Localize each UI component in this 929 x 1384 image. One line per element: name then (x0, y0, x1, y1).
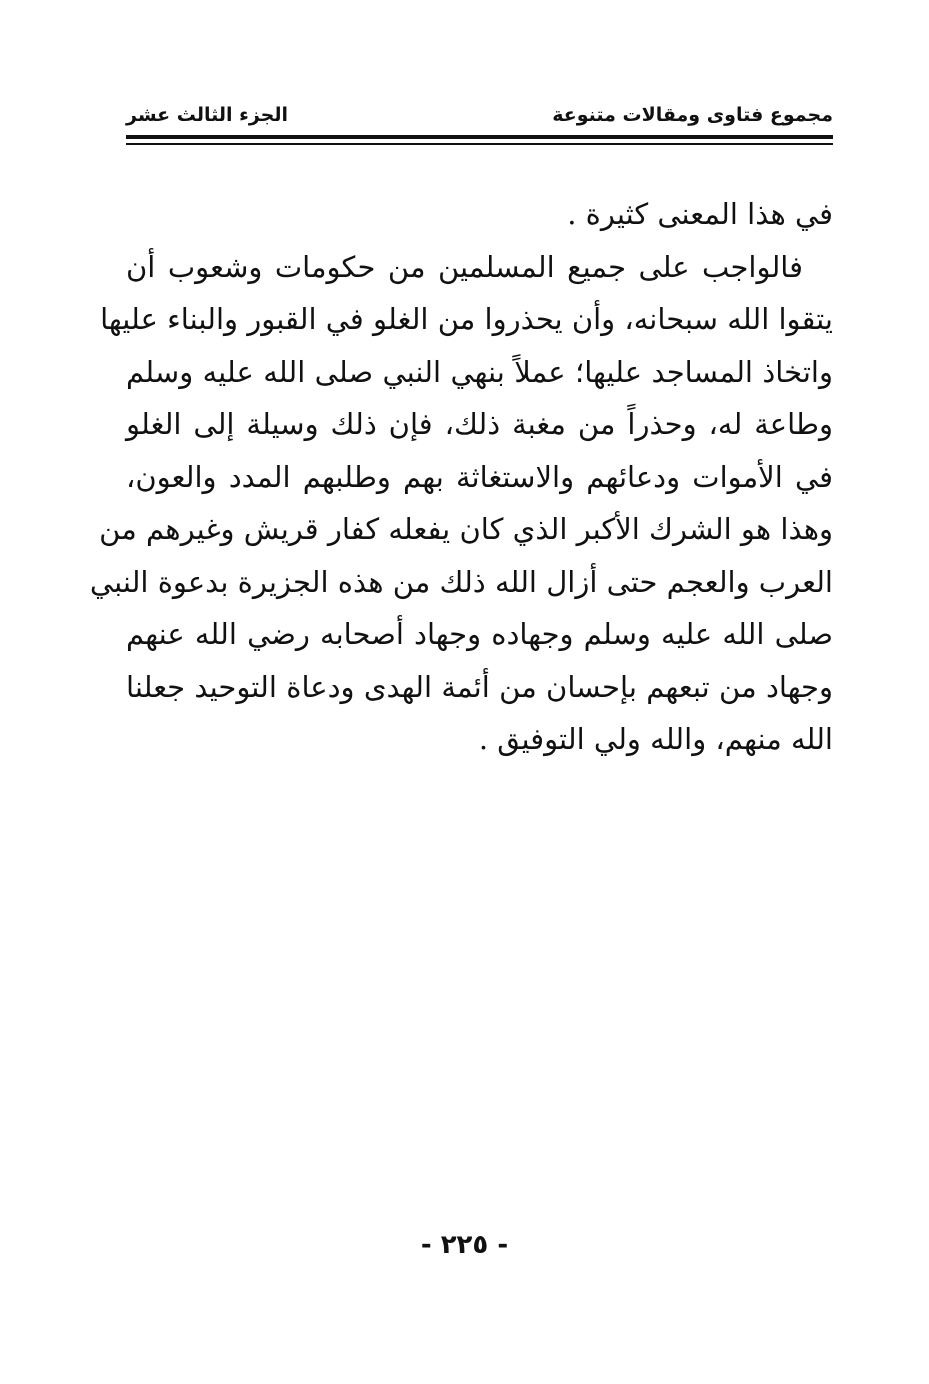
body-text (89, 188, 833, 766)
text-line: في هذا المعنى كثيرة . (567, 197, 833, 231)
text-line: وهذا هو الشرك الأكبر الذي كان يفعله كفار قريش وغيرهم من (99, 512, 833, 546)
text-line: واتخاذ المساجد عليها؛ عملاً بنهي النبي صلى الله عليه وسلم (126, 354, 833, 389)
header-rule-thick (126, 135, 833, 139)
text-line: في الأموات ودعائهم والاستغاثة بهم وطلبهم المدد والعون، (126, 459, 833, 494)
text-line: صلى الله عليه وسلم وجهاده وجهاد أصحابه رضي الله عنهم (126, 617, 833, 651)
header-rule-thin (126, 143, 833, 145)
page-number: - ٢٢٥ - (420, 1230, 509, 1260)
text-line: الله منهم، والله ولي التوفيق . (478, 722, 833, 756)
volume-label: الجزء الثالث عشر (126, 104, 289, 126)
text-line: يتقوا الله سبحانه، وأن يحذروا من الغلو في القبور والبناء عليها (100, 302, 833, 336)
text-line: فالواجب على جميع المسلمين من حكومات وشعوب أن (126, 249, 803, 284)
running-header (126, 100, 833, 130)
text-line: العرب والعجم حتى أزال الله ذلك من هذه الجزيرة بدعوة النبي (89, 564, 833, 599)
text-line: وجهاد من تبعهم بإحسان من أئمة الهدى ودعاة التوحيد جعلنا (126, 669, 833, 704)
text-line: وطاعة له، وحذراً من مغبة ذلك، فإن ذلك وسيلة إلى الغلو (126, 407, 833, 441)
book-title: مجموع فتاوى ومقالات متنوعة (552, 104, 833, 126)
